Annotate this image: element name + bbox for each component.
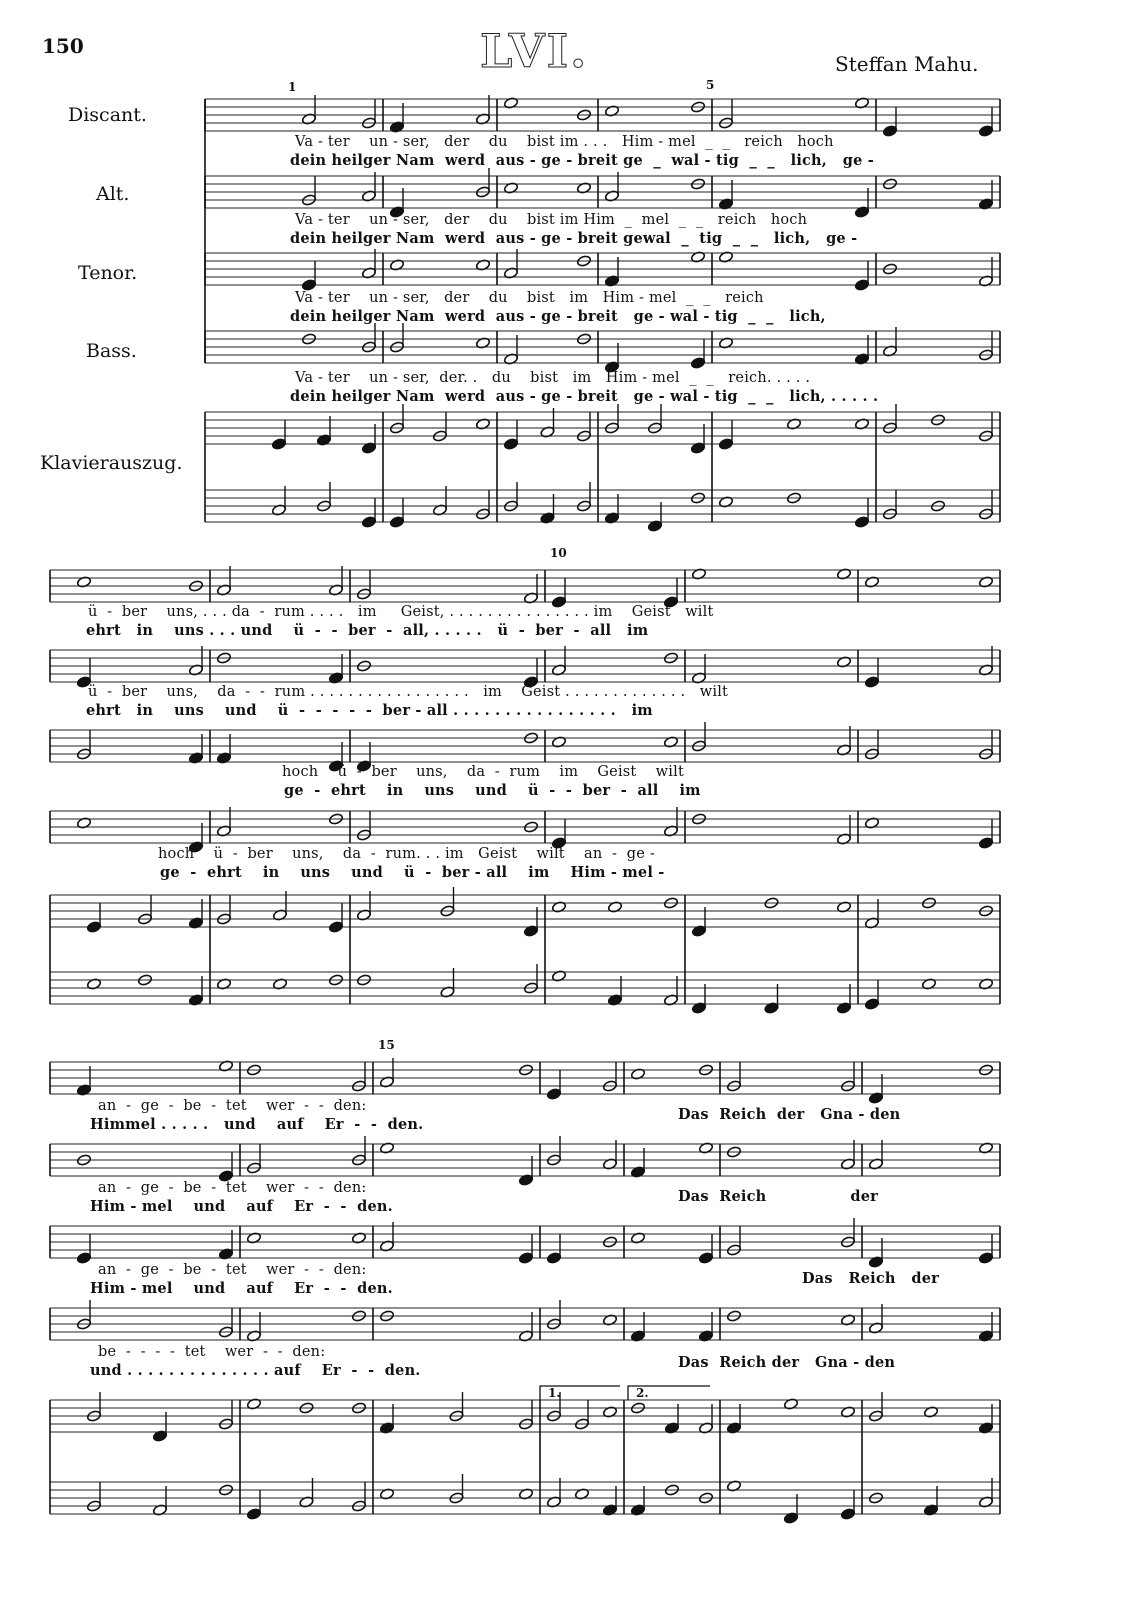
s3-v2-m4-note-1 xyxy=(698,1252,713,1264)
s3-staff-1 xyxy=(50,1144,1000,1176)
s3-v2-m3-note-0 xyxy=(546,1252,561,1264)
voice-label-discant: Discant. xyxy=(68,104,147,126)
lyric-s2-discant-1: ü - ber uns, . . . da - rum . . . . im Geist, . . . . . . . . . . . . . . . im Geist wilt xyxy=(88,604,714,620)
s1-v3-m3-note-1 xyxy=(690,357,705,369)
measure-number-1: 1 xyxy=(288,80,297,94)
lyric-s3-bass-2: und . . . . . . . . . . . . . . auf Er - - den. xyxy=(90,1362,421,1379)
s1-pt-m2-note-0 xyxy=(503,438,518,450)
composer-name: Steffan Mahu. xyxy=(835,52,979,76)
s3-v0-m3-note-0 xyxy=(546,1088,561,1100)
lyric-s3-discant-refrain: Das Reich der Gna - den xyxy=(678,1106,901,1123)
lyric-s2-alt-1: ü - ber uns, da - - rum . . . . . . . . . . . . . . . . . im Geist . . . . . . . . . . . . . wilt xyxy=(88,684,729,700)
lyric-s3-tenor-1: an - ge - be - tet wer - - den: xyxy=(98,1262,367,1278)
s1-v2-m4-note-1 xyxy=(854,279,869,291)
s1-pb-m1-note-0 xyxy=(389,516,404,528)
s1-pt-m0-note-0 xyxy=(271,438,286,450)
lyric-s3-alt-2: Him - mel und auf Er - - den. xyxy=(90,1198,393,1215)
measure-number-5: 5 xyxy=(706,78,715,92)
s3-pb-m5-note-2 xyxy=(840,1508,855,1520)
lyric-s1-alt-2: dein heilger Nam werd aus - ge - breit gewal _ tig _ _ lich, ge - xyxy=(290,230,858,247)
volta-bracket-2 xyxy=(628,1386,710,1400)
s1-piano-bass xyxy=(205,490,1000,522)
lyric-s2-tenor-2: ge - ehrt in uns und ü - - ber - all im xyxy=(284,782,701,799)
volta-1: 1. xyxy=(548,1386,561,1400)
s3-piano-treble xyxy=(50,1400,1000,1432)
lyric-s1-tenor-1: Va - ter un - ser, der du bist im Him - mel _ _ reich xyxy=(295,290,764,306)
s1-v0-m5-note-1 xyxy=(978,125,993,137)
s1-staff-0 xyxy=(205,99,1000,131)
lyric-s3-bass-refrain: Das Reich der Gna - den xyxy=(678,1354,896,1371)
lyric-s3-alt-refrain: Das Reich der xyxy=(678,1188,878,1205)
lyric-s1-bass-2: dein heilger Nam werd aus - ge - breit ge - wal - tig _ _ lich, . . . . . xyxy=(290,388,879,405)
s1-staff-3 xyxy=(205,331,1000,363)
s2-pb-m5-note-0 xyxy=(864,998,879,1010)
voice-label-tenor: Tenor. xyxy=(78,262,138,284)
s1-staff-1 xyxy=(205,176,1000,208)
lyric-s2-bass-1: hoch ü - ber uns, da - rum. . . im Geist wilt an - ge - xyxy=(158,846,655,862)
s3-pb-m1-note-0 xyxy=(246,1508,261,1520)
s3-v2-m6-note-1 xyxy=(978,1252,993,1264)
lyric-s1-discant-2: dein heilger Nam werd aus - ge - breit ge _ wal - tig _ _ lich, ge - xyxy=(290,152,875,169)
s2-v3-m5-note-1 xyxy=(978,837,993,849)
measure-number-15: 15 xyxy=(378,1038,395,1052)
lyric-s1-discant-1: Va - ter un - ser, der du bist im . . . Him - mel _ _ reich hoch xyxy=(295,134,834,150)
lyric-s1-alt-1: Va - ter un - ser, der du bist im Him _ mel _ _ reich hoch xyxy=(295,212,808,228)
s3-staff-0 xyxy=(50,1062,1000,1094)
s3-v2-m0-note-0 xyxy=(76,1252,91,1264)
lyric-s3-tenor-2: Him - mel und auf Er - - den. xyxy=(90,1280,393,1297)
lyric-s1-bass-1: Va - ter un - ser, der. . du bist im Him - mel _ _ reich. . . . . xyxy=(295,370,811,386)
lyric-s3-discant-2: Himmel . . . . . und auf Er - - den. xyxy=(90,1116,424,1133)
s2-v1-m5-note-0 xyxy=(864,676,879,688)
s1-pb-m4-note-2 xyxy=(854,516,869,528)
lyric-s3-alt-1: an - ge - be - tet wer - - den: xyxy=(98,1180,367,1196)
page-title: LVI. xyxy=(480,24,589,78)
lyric-s1-tenor-2: dein heilger Nam werd aus - ge - breit ge - wal - tig _ _ lich, xyxy=(290,308,826,325)
s2-pt-m1-note-2 xyxy=(328,921,343,933)
s2-pt-m0-note-0 xyxy=(86,921,101,933)
lyric-s2-tenor-1: hoch ü - ber uns, da - rum im Geist wilt xyxy=(282,764,684,780)
s1-v0-m5-note-0 xyxy=(882,125,897,137)
measure-number-10: 10 xyxy=(550,546,567,560)
volta-bracket-1 xyxy=(540,1386,620,1400)
voice-label-piano: Klavierauszug. xyxy=(40,452,183,474)
s1-staff-2 xyxy=(205,253,1000,285)
lyric-s2-bass-2: ge - ehrt in uns und ü - ber - all im Him - mel - xyxy=(160,864,665,881)
s3-v2-m2-note-1 xyxy=(518,1252,533,1264)
voice-label-alt: Alt. xyxy=(96,183,130,205)
volta-2: 2. xyxy=(636,1386,649,1400)
voice-label-bass: Bass. xyxy=(86,340,137,362)
lyric-s3-discant-1: an - ge - be - tet wer - - den: xyxy=(98,1098,367,1114)
lyric-s2-alt-2: ehrt in uns und ü - - - - - ber - all . . . . . . . . . . . . . . . . im xyxy=(86,702,653,719)
lyric-s3-bass-1: be - - - - tet wer - - den: xyxy=(98,1344,326,1360)
lyric-s2-discant-2: ehrt in uns . . . und ü - - ber - all, . . . . . ü - ber - all im xyxy=(86,622,649,639)
s3-staff-3 xyxy=(50,1308,1000,1340)
s1-pt-m4-note-0 xyxy=(718,438,733,450)
s1-pb-m0-note-2 xyxy=(361,516,376,528)
lyric-s3-tenor-refrain: Das Reich der xyxy=(802,1270,939,1287)
page-number: 150 xyxy=(42,34,84,58)
